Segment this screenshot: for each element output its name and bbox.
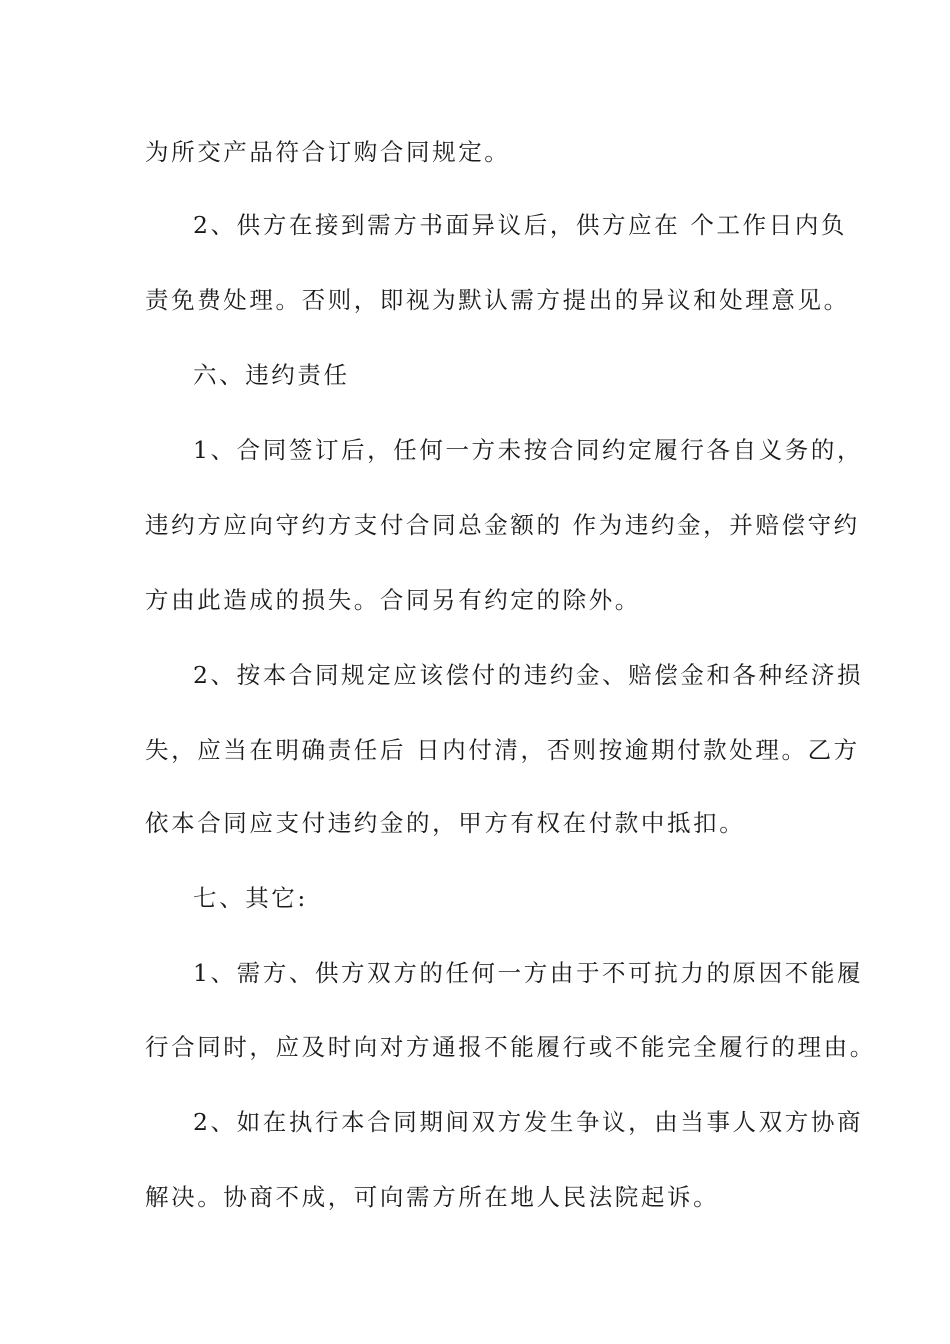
text-line: 违约方应向守约方支付合同总金额的 作为违约金，并赔偿守约	[145, 511, 860, 539]
text-line: 2、如在执行本合同期间双方发生争议，由当事人双方协商	[193, 1108, 864, 1136]
text-line: 1、需方、供方双方的任何一方由于不可抗力的原因不能履	[193, 959, 864, 987]
text-line: 行合同时，应及时向对方通报不能履行或不能完全履行的理由。	[145, 1033, 876, 1061]
text-line: 2、供方在接到需方书面异议后，供方应在 个工作日内负	[193, 211, 848, 239]
text-line: 2、按本合同规定应该偿付的违约金、赔偿金和各种经济损	[193, 661, 864, 689]
text-line: 1、合同签订后，任何一方未按合同约定履行各自义务的，	[193, 436, 864, 464]
text-line: 依本合同应支付违约金的，甲方有权在付款中抵扣。	[145, 809, 746, 837]
text-line: 失，应当在明确责任后 日内付清，否则按逾期付款处理。乙方	[145, 736, 860, 764]
section-heading: 七、其它:	[193, 884, 308, 912]
text-line: 为所交产品符合订购合同规定。	[145, 138, 511, 166]
section-heading: 六、违约责任	[193, 361, 350, 389]
text-line: 解决。协商不成，可向需方所在地人民法院起诉。	[145, 1183, 720, 1211]
text-line: 责免费处理。否则，即视为默认需方提出的异议和处理意见。	[145, 286, 850, 314]
text-line: 方由此造成的损失。合同另有约定的除外。	[145, 586, 641, 614]
